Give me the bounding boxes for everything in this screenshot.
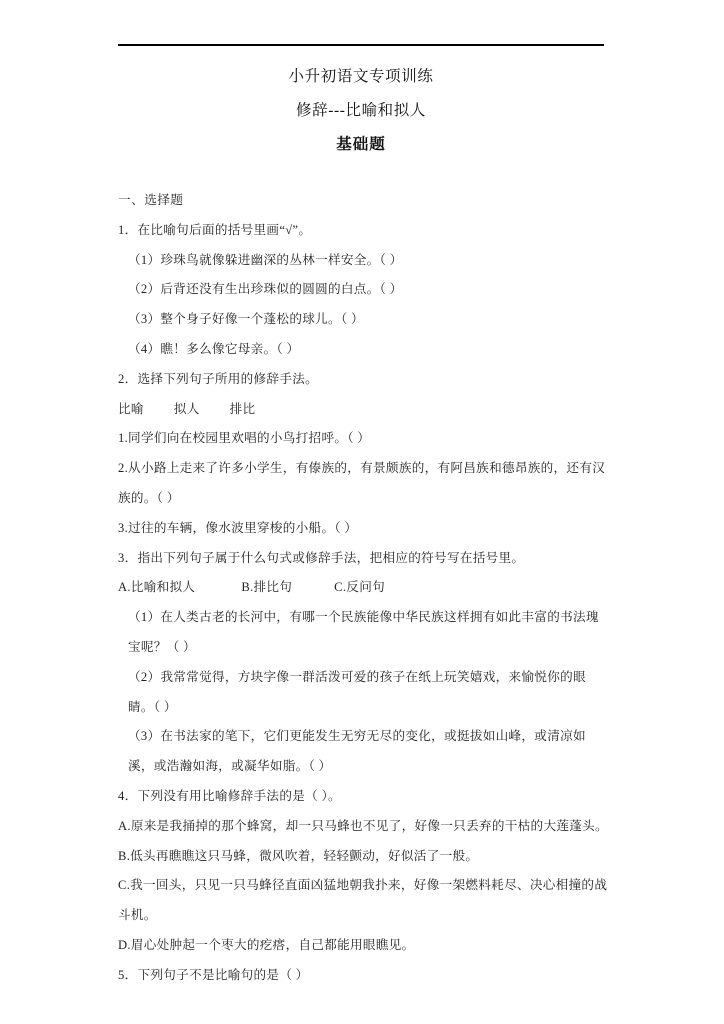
document-subtitle: 修辞---比喻和拟人 [296,102,426,119]
question-2-item-3: 3.过往的车辆，像水波里穿梭的小船。（ ） [118,520,358,535]
question-3-item-2: （2）我常常觉得，方块字像一群活泼可爱的孩子在纸上玩笑嬉戏，来愉悦你的眼睛。（ ） [128,669,586,714]
section-heading-1: 一、选择题 [118,193,184,207]
question-4-stem: 4．下列没有用比喻修辞手法的是（ ）。 [118,788,341,803]
title-block [118,60,604,162]
question-4-option-a: A.原来是我捅掉的那个蜂窝，却一只马蜂也不见了，好像一只丢弃的干枯的大莲蓬头。 [118,818,608,833]
question-3-stem: 3．指出下列句子属于什么句式或修辞手法，把相应的符号写在括号里。 [118,550,525,565]
question-2-choice-2: 拟人 [173,401,200,416]
question-4-option-c: C.我一回头，只见一只马蜂径直面凶猛地朝我扑来，好像一架燃料耗尽、决心相撞的战斗机。 [118,878,608,923]
question-1-item-3: （3）整个身子好像一个蓬松的球儿。（ ） [128,312,364,327]
question-3-option-a: A.比喻和拟人 [118,580,196,595]
document-content [118,186,610,991]
question-1-item-1: （1）珍珠鸟就像躲进幽深的丛林一样安全。（ ） [128,252,403,267]
document-section-title: 基础题 [336,136,386,153]
question-4-option-d: D.眉心处肿起一个枣大的疙瘩，自己都能用眼瞧见。 [118,937,415,952]
document-title: 小升初语文专项训练 [288,68,434,85]
question-2-choice-3: 排比 [229,401,256,416]
question-4-option-b: B.低头再瞧瞧这只马蜂，微风吹着，轻轻颤动，好似活了一般。 [118,848,479,863]
question-3-options [118,573,610,603]
question-1-item-4: （4）瞧！多么像它母亲。（ ） [128,341,300,356]
question-2-choice-1: 比喻 [118,401,144,416]
question-1-item-2: （2）后背还没有生出珍珠似的圆圆的白点。（ ） [128,282,403,297]
question-2-item-2: 2.从小路上走来了许多小学生，有傣族的，有景颇族的，有阿昌族和德昂族的，还有汉族的。（ ） [118,461,606,505]
question-3-item-1: （1）在人类古老的长河中，有哪一个民族能像中华民族这样拥有如此丰富的书法瑰宝呢？（ ） [128,610,599,654]
question-3-option-b: B.排比句 [241,580,293,595]
question-3-option-c: C.反问句 [334,580,385,595]
question-2-choices [118,395,610,425]
question-2-stem: 2．选择下列句子所用的修辞手法。 [118,371,319,386]
question-2-item-1: 1.同学们向在校园里欢唱的小鸟打招呼。（ ） [118,431,371,446]
question-5-stem: 5．下列句子不是比喻句的是（ ） [118,967,309,982]
header-rule [118,44,604,46]
question-3-item-3: （3）在书法家的笔下，它们更能发生无穷无尽的变化，或挺拔如山峰，或清凉如溪，或浩瀚如海，或凝华如脂。（ ） [128,729,586,774]
question-1-stem: 1．在比喻句后面的括号里画“√”。 [118,222,312,237]
